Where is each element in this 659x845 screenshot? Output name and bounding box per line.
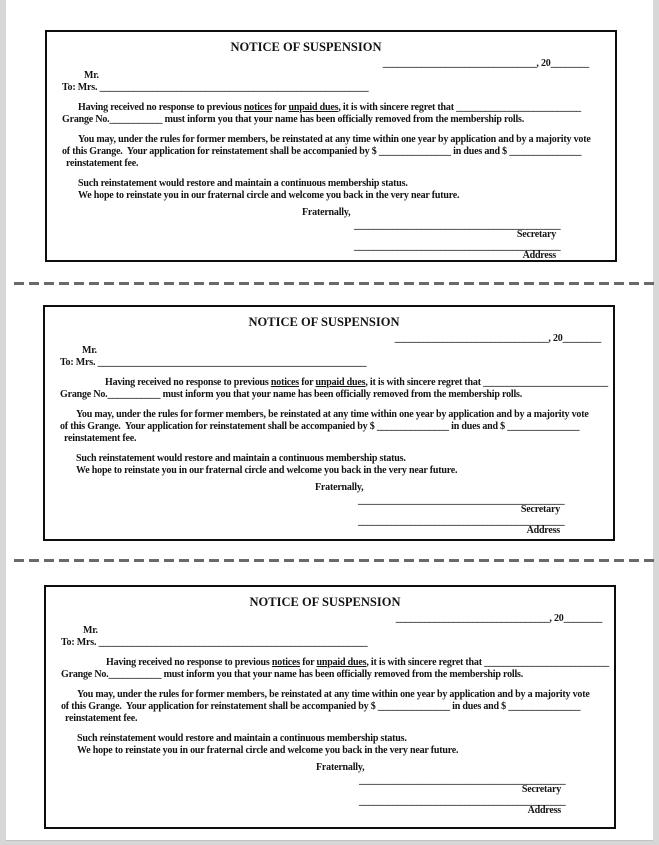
address-signature-line: ___________________________________________ (359, 796, 566, 807)
paragraph-removal-line1 (105, 377, 613, 389)
to-blank: ________________________________________________________ (98, 637, 368, 648)
to-line (60, 357, 613, 369)
removal-text: for (271, 102, 289, 113)
paragraph-removal-line2 (60, 389, 613, 401)
paragraph-reinstatement (46, 689, 614, 725)
date-year-label: , 20 (548, 333, 563, 344)
address-signature-line: ___________________________________________ (354, 241, 561, 252)
paragraph-removal (45, 377, 613, 401)
mr-label: Mr. (83, 625, 98, 636)
paragraph-reinstatement-line2 (62, 146, 615, 158)
dues-amount-blank: _______________ (376, 421, 449, 432)
regret-name-blank: __________________________ (483, 377, 608, 388)
paragraph-status-line2: We hope to reinstate you in our fraternal circle and welcome you back in the very near future. (78, 190, 460, 201)
dues-amount-blank: _______________ (378, 146, 451, 157)
address-label: Address (526, 525, 560, 536)
reinstatement-text: of this Grange. Your application for reinstatement shall be accompanied by $ (62, 146, 379, 157)
mr-label: Mr. (82, 345, 97, 356)
date-line (46, 613, 614, 625)
notice-box-1 (45, 30, 617, 262)
date-blank: ________________________________ (382, 58, 537, 69)
regret-name-blank: __________________________ (456, 102, 581, 113)
paragraph-status-line1: Such reinstatement would restore and maintain a continuous membership status. (77, 733, 407, 744)
removal-text: must inform you that your name has been officially removed from the membership rolls. (161, 669, 524, 680)
removal-text: Having received no response to previous (78, 102, 244, 113)
reinstatement-text: of this Grange. Your application for reinstatement shall be accompanied by $ (61, 701, 378, 712)
paragraph-removal-line2 (62, 114, 615, 126)
to-label: To: Mrs. (60, 357, 98, 368)
paragraph-reinstatement-line3: reinstatement fee. (66, 158, 139, 169)
to-blank: ________________________________________________________ (99, 82, 369, 93)
notice-box-2 (43, 305, 615, 541)
secretary-signature-line: ___________________________________________ (358, 495, 565, 506)
paragraph-reinstatement-line1: You may, under the rules for former members, be reinstated at any time within one year by application and by a majority vote (78, 134, 591, 145)
perforation-divider-2 (14, 559, 655, 562)
notice-title: NOTICE OF SUSPENSION (248, 315, 400, 329)
paragraph-removal (47, 102, 615, 126)
fee-amount-blank: _______________ (507, 421, 580, 432)
paragraph-removal-line1 (78, 102, 615, 114)
paragraph-reinstatement (45, 409, 613, 445)
date-line (47, 58, 615, 70)
underlined-notices: notices (271, 657, 300, 668)
paragraph-reinstatement-line2 (60, 421, 613, 433)
paragraph-reinstatement-line1: You may, under the rules for former members, be reinstated at any time within one year by application and by a majority vote (76, 409, 589, 420)
closing-fraternally: Fraternally, (302, 207, 351, 218)
signature-block (359, 776, 575, 816)
paragraph-status-line2: We hope to reinstate you in our fraternal circle and welcome you back in the very near future. (76, 465, 458, 476)
dues-amount-blank: _______________ (377, 701, 450, 712)
paragraph-status (45, 453, 613, 477)
date-year-blank: ________ (550, 58, 589, 69)
paragraph-status-line1: Such reinstatement would restore and maintain a continuous membership status. (78, 178, 408, 189)
paragraph-removal-line1 (106, 657, 614, 669)
notice-title: NOTICE OF SUSPENSION (249, 595, 401, 609)
secretary-label: Secretary (520, 504, 560, 515)
notice-box-3 (44, 585, 616, 829)
paragraph-status (46, 733, 614, 757)
paragraph-status (47, 178, 615, 202)
removal-text: must inform you that your name has been officially removed from the membership rolls. (162, 114, 525, 125)
paragraph-reinstatement-line3: reinstatement fee. (64, 433, 137, 444)
removal-text: Having received no response to previous (106, 657, 272, 668)
date-blank: ________________________________ (395, 613, 550, 624)
to-line (62, 82, 615, 94)
paragraph-reinstatement (47, 134, 615, 170)
document-page (6, 0, 653, 841)
grange-no-label: Grange No. (61, 669, 109, 680)
date-year-label: , 20 (549, 613, 564, 624)
grange-no-blank: ___________ (107, 389, 161, 400)
secretary-label: Secretary (521, 784, 561, 795)
address-signature-line: ___________________________________________ (358, 516, 565, 527)
paragraph-reinstatement-line1: You may, under the rules for former members, be reinstated at any time within one year by application and by a majority vote (77, 689, 590, 700)
to-line (61, 637, 614, 649)
date-year-label: , 20 (536, 58, 551, 69)
reinstatement-text: in dues and $ (450, 146, 510, 157)
notice-title: NOTICE OF SUSPENSION (230, 40, 382, 54)
fee-amount-blank: _______________ (508, 701, 581, 712)
grange-no-blank: ___________ (109, 114, 163, 125)
removal-text: , it is with sincere regret that (338, 102, 457, 113)
underlined-notices: notices (243, 102, 272, 113)
grange-no-blank: ___________ (108, 669, 162, 680)
fee-amount-blank: _______________ (509, 146, 582, 157)
underlined-unpaid-dues: unpaid dues (315, 377, 366, 388)
to-label: To: Mrs. (62, 82, 100, 93)
paragraph-status-line1: Such reinstatement would restore and maintain a continuous membership status. (76, 453, 406, 464)
grange-no-label: Grange No. (60, 389, 108, 400)
secretary-label: Secretary (516, 229, 556, 240)
underlined-notices: notices (270, 377, 299, 388)
perforation-divider-1 (14, 282, 655, 285)
secretary-signature-line: ___________________________________________ (354, 220, 561, 231)
to-label: To: Mrs. (61, 637, 99, 648)
paragraph-reinstatement-line3: reinstatement fee. (65, 713, 138, 724)
underlined-unpaid-dues: unpaid dues (316, 657, 367, 668)
regret-name-blank: __________________________ (484, 657, 609, 668)
removal-text: , it is with sincere regret that (365, 377, 484, 388)
date-line (45, 333, 613, 345)
date-year-blank: ________ (563, 613, 602, 624)
removal-text: must inform you that your name has been officially removed from the membership rolls. (160, 389, 523, 400)
to-blank: ________________________________________________________ (97, 357, 367, 368)
paragraph-removal (46, 657, 614, 681)
removal-text: Having received no response to previous (105, 377, 271, 388)
removal-text: for (298, 377, 316, 388)
reinstatement-text: in dues and $ (449, 701, 509, 712)
reinstatement-text: of this Grange. Your application for reinstatement shall be accompanied by $ (60, 421, 377, 432)
closing-fraternally: Fraternally, (315, 482, 364, 493)
address-label: Address (527, 805, 561, 816)
reinstatement-text: in dues and $ (448, 421, 508, 432)
removal-text: for (299, 657, 317, 668)
grange-no-label: Grange No. (62, 114, 110, 125)
address-label: Address (522, 250, 556, 261)
closing-fraternally: Fraternally, (316, 762, 365, 773)
date-year-blank: ________ (562, 333, 601, 344)
paragraph-status-line2: We hope to reinstate you in our fraternal circle and welcome you back in the very near future. (77, 745, 459, 756)
signature-block (354, 221, 570, 261)
paragraph-reinstatement-line2 (61, 701, 614, 713)
paragraph-removal-line2 (61, 669, 614, 681)
signature-block (358, 496, 574, 536)
underlined-unpaid-dues: unpaid dues (288, 102, 339, 113)
removal-text: , it is with sincere regret that (366, 657, 485, 668)
date-blank: ________________________________ (394, 333, 549, 344)
secretary-signature-line: ___________________________________________ (359, 775, 566, 786)
mr-label: Mr. (84, 70, 99, 81)
